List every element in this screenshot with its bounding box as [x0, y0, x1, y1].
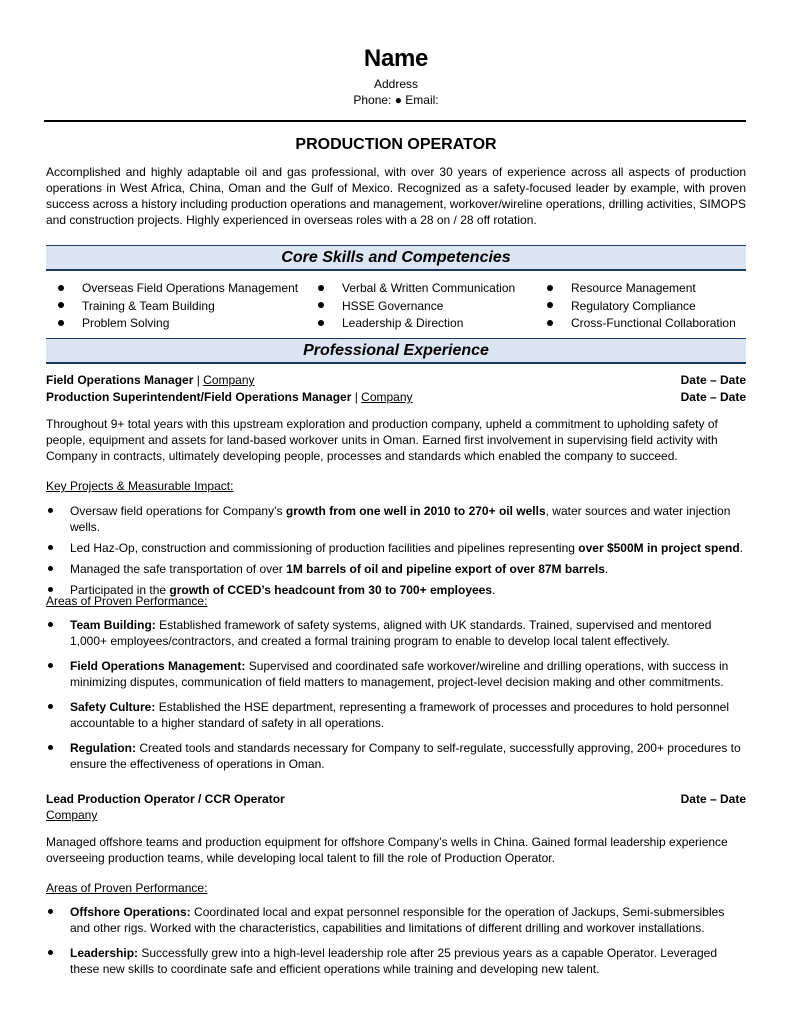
list-item: Managed the safe transportation of over 1M barrels of oil and pipeline export of over 87M barrels. [46, 561, 746, 577]
bullet-icon [48, 622, 53, 627]
bullet-icon [547, 302, 553, 308]
skills-column-2 [318, 280, 515, 333]
skill-item: Cross-Functional Collaboration [547, 315, 736, 333]
list-item: Safety Culture: Established the HSE department, representing a framework of processes and procedures to hold personnel accountable to a higher standard of safety in all operations. [46, 699, 746, 731]
bullet-icon [58, 302, 64, 308]
job1-projects-list [46, 503, 746, 598]
contact-line: Phone: ● Email: [353, 93, 439, 107]
list-item: Participated in the growth of CCED’s headcount from 30 to 700+ employees. [46, 582, 746, 598]
job1-date-1: Date – Date [680, 373, 746, 387]
job1-areas-list [46, 617, 746, 772]
bullet-icon [58, 320, 64, 326]
job1-company-1: Company [203, 373, 255, 387]
job2-title-row [46, 791, 746, 807]
job1-title-row-2: Production Superintendent/Field Operations Manager | Company Date – Date [46, 390, 746, 404]
summary-paragraph: Accomplished and highly adaptable oil and gas professional, with over 30 years of experience across all aspects of production operations in West Africa, China, Oman and the Gulf of Mexico. Recognized as a safety-focused leader by example, with proven success across a history including production operations and management, workover/wireline operations, drilling activities, SIMOPS and construction projects. Highly experienced in overseas roles with a 28 on / 28 off rotation. [46, 165, 746, 227]
skills-column-3 [547, 280, 736, 333]
list-item: Field Operations Management: Supervised and coordinated safe workover/wireline and drilling operations, with success in minimizing disputes, communication of field matters to management, project-level decision making and other commitments. [46, 658, 746, 690]
job1-projects-heading: Key Projects & Measurable Impact: [46, 479, 234, 493]
job1-title-row-1: Field Operations Manager | Company Date – Date [46, 373, 746, 387]
list-item: Offshore Operations: Coordinated local and expat personnel responsible for the operation of Jackups, Semi-submersibles and other rigs. Worked with the characteristics, capabilities and limitations of different drilling and workover installations. [46, 904, 746, 936]
skill-item: Regulatory Compliance [547, 298, 736, 316]
list-item: Team Building: Established framework of safety systems, aligned with UK standards. Trained, supervised and mentored 1,000+ employees/contractors, and created a formal training program to enable to develop local talent effectively. [46, 617, 746, 649]
job1-role-2: Production Superintendent/Field Operations Manager [46, 390, 352, 404]
job2-areas-heading: Areas of Proven Performance: [46, 881, 208, 895]
job2-description: Managed offshore teams and production equipment for offshore Company’s wells in China. Gained formal leadership experience overseeing production teams, while developing local talent to fill the role of Production Operator. [46, 835, 728, 865]
skill-item: Resource Management [547, 280, 736, 298]
job2-company: Company [46, 808, 98, 822]
bullet-icon [318, 285, 324, 291]
list-item: Led Haz-Op, construction and commissioning of production facilities and pipelines representing over $500M in project spend. [46, 540, 746, 556]
bullet-icon [318, 320, 324, 326]
job1-role-1: Field Operations Manager [46, 373, 194, 387]
list-item: Oversaw field operations for Company’s growth from one well in 2010 to 270+ oil wells, water sources and water injection wells. [46, 503, 746, 535]
skills-column-1 [58, 280, 298, 333]
skill-item: Overseas Field Operations Management [58, 280, 298, 298]
skill-item: Leadership & Direction [318, 315, 515, 333]
skills-heading: Core Skills and Competencies [46, 245, 746, 271]
job2-areas-list [46, 904, 746, 977]
bullet-icon [48, 545, 53, 550]
candidate-name: Name [363, 45, 429, 72]
job1-company-2: Company [361, 390, 413, 404]
resume-title: PRODUCTION OPERATOR [295, 136, 497, 153]
header-rule [44, 120, 746, 122]
experience-heading: Professional Experience [46, 338, 746, 364]
job2-date: Date – Date [680, 792, 746, 806]
bullet-icon [547, 285, 553, 291]
bullet-icon [318, 302, 324, 308]
bullet-icon [58, 285, 64, 291]
bullet-icon [48, 950, 53, 955]
job2-role: Lead Production Operator / CCR Operator [46, 792, 285, 806]
skill-item: HSSE Governance [318, 298, 515, 316]
list-item: Leadership: Successfully grew into a high-level leadership role after 25 previous years as a capable Operator. Leveraged these new skills to coordinate safe and efficient operations while training and developing new talent. [46, 945, 746, 977]
bullet-icon [48, 566, 53, 571]
job1-areas-heading: Areas of Proven Performance: [46, 594, 208, 608]
bullet-icon [48, 663, 53, 668]
skill-item: Training & Team Building [58, 298, 298, 316]
skill-item: Verbal & Written Communication [318, 280, 515, 298]
address: Address [373, 77, 419, 91]
bullet-icon [48, 587, 53, 592]
bullet-icon [48, 508, 53, 513]
job1-description: Throughout 9+ total years with this upstream exploration and production company, upheld a commitment to upholding safety of people, equipment and assets for land-based workover units in Oman. Earned first involvement in supervising field activity with Company in contracts, ultimately developing people, processes and standards which enabled the company to succeed. [46, 417, 718, 463]
skill-item: Problem Solving [58, 315, 298, 333]
job1-date-2: Date – Date [680, 390, 746, 404]
bullet-icon [48, 745, 53, 750]
bullet-icon [48, 909, 53, 914]
bullet-icon [547, 320, 553, 326]
list-item: Regulation: Created tools and standards necessary for Company to self-regulate, successfully approving, 200+ procedures to ensure the effectiveness of operations in Oman. [46, 740, 746, 772]
bullet-icon [48, 704, 53, 709]
